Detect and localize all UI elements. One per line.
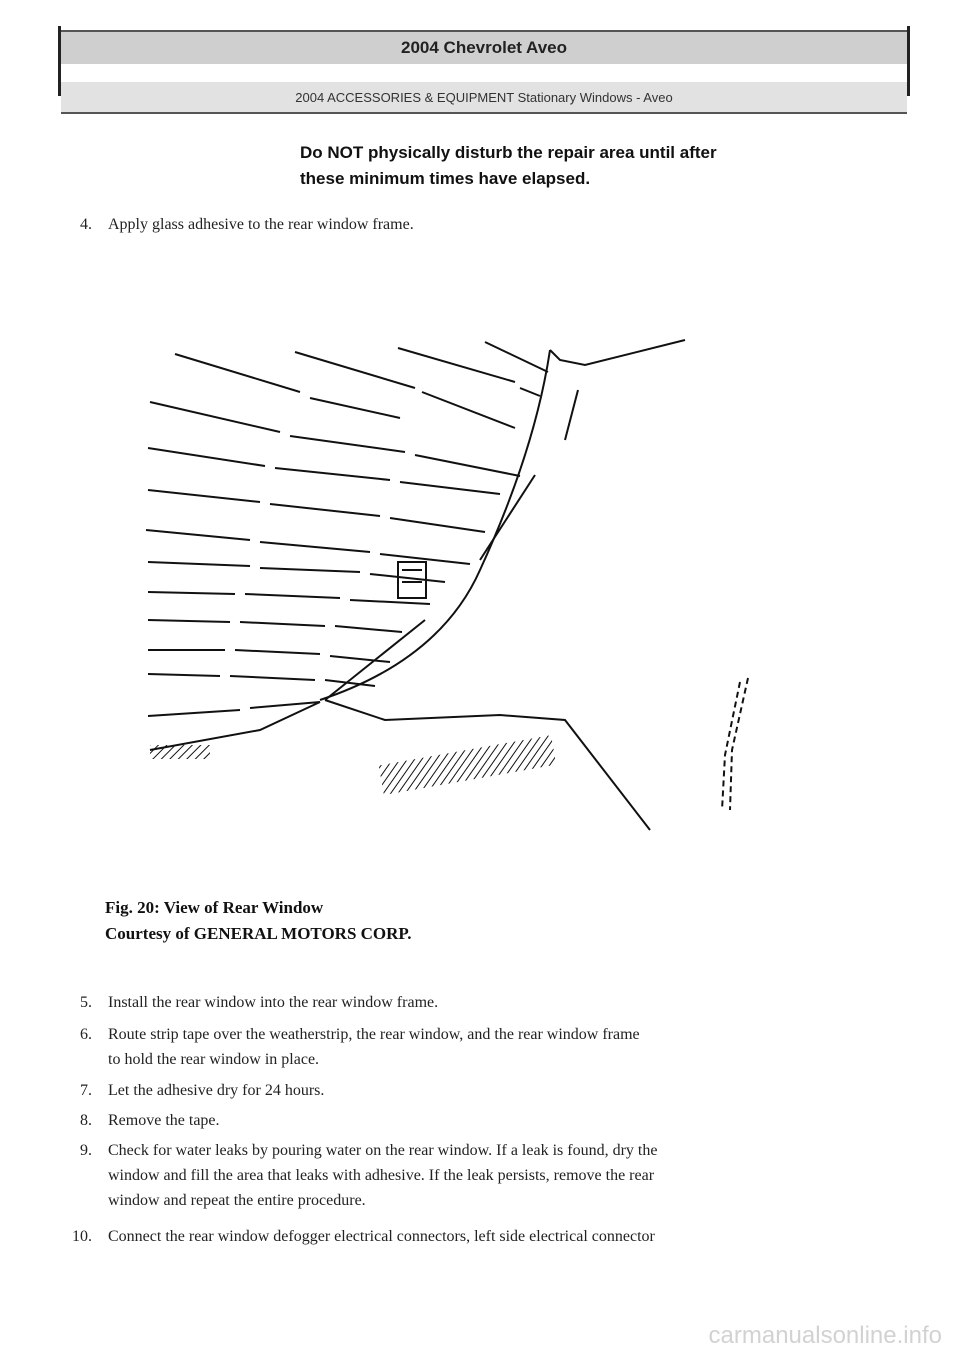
hatched-corner-area xyxy=(150,745,210,759)
figure-caption-title: Fig. 20: View of Rear Window xyxy=(105,898,324,917)
figure-caption xyxy=(105,895,705,947)
step-line: Let the adhesive dry for 24 hours. xyxy=(108,1082,325,1099)
step-text xyxy=(108,1108,898,1133)
step-line: Check for water leaks by pouring water on the rear window. If a leak is found, dry the xyxy=(108,1142,658,1159)
step-number: 4. xyxy=(80,216,92,233)
caution-line-1: Do NOT physically disturb the repair area until after xyxy=(300,143,717,162)
step-number: 9. xyxy=(80,1142,92,1159)
caution-line-2: these minimum times have elapsed. xyxy=(300,169,591,188)
step-text xyxy=(108,990,898,1015)
header-title-bar xyxy=(61,30,907,64)
rear-window-illustration xyxy=(140,330,780,840)
step-number: 6. xyxy=(80,1026,92,1043)
hatched-adhesive-area xyxy=(379,735,557,795)
watermark: carmanualsonline.info xyxy=(708,1322,942,1349)
window-frame-outline xyxy=(150,340,685,830)
step-text: Apply glass adhesive to the rear window frame. xyxy=(108,216,414,233)
step-line: Route strip tape over the weatherstrip, the rear window, and the rear window frame xyxy=(108,1026,640,1043)
figure-caption-credit: Courtesy of GENERAL MOTORS CORP. xyxy=(105,924,412,943)
header-subtitle-bar xyxy=(61,82,907,114)
step-text xyxy=(108,1078,898,1103)
step-line: window and fill the area that leaks with adhesive. If the leak persists, remove the rear xyxy=(108,1167,655,1184)
step-line: Install the rear window into the rear window frame. xyxy=(108,994,439,1011)
header-subtitle: 2004 ACCESSORIES & EQUIPMENT Stationary Windows - Aveo xyxy=(295,89,673,105)
step-number: 8. xyxy=(80,1112,92,1129)
header-title: 2004 Chevrolet Aveo xyxy=(401,38,567,57)
step-number: 5. xyxy=(80,994,92,1011)
step-line: window and repeat the entire procedure. xyxy=(108,1192,366,1209)
step-line: to hold the rear window in place. xyxy=(108,1051,320,1068)
step-line: Remove the tape. xyxy=(108,1112,220,1129)
step-text xyxy=(108,1224,898,1249)
step-number: 7. xyxy=(80,1082,92,1099)
defogger-grid-lines xyxy=(146,342,548,716)
step-text xyxy=(108,1022,898,1072)
seal-dashed-line xyxy=(722,678,748,810)
step-number: 10. xyxy=(72,1228,92,1245)
step-line: Connect the rear window defogger electrical connectors, left side electrical connector xyxy=(108,1228,655,1245)
step-text xyxy=(108,1138,898,1213)
caution-note xyxy=(300,140,880,192)
page-header xyxy=(58,26,910,105)
